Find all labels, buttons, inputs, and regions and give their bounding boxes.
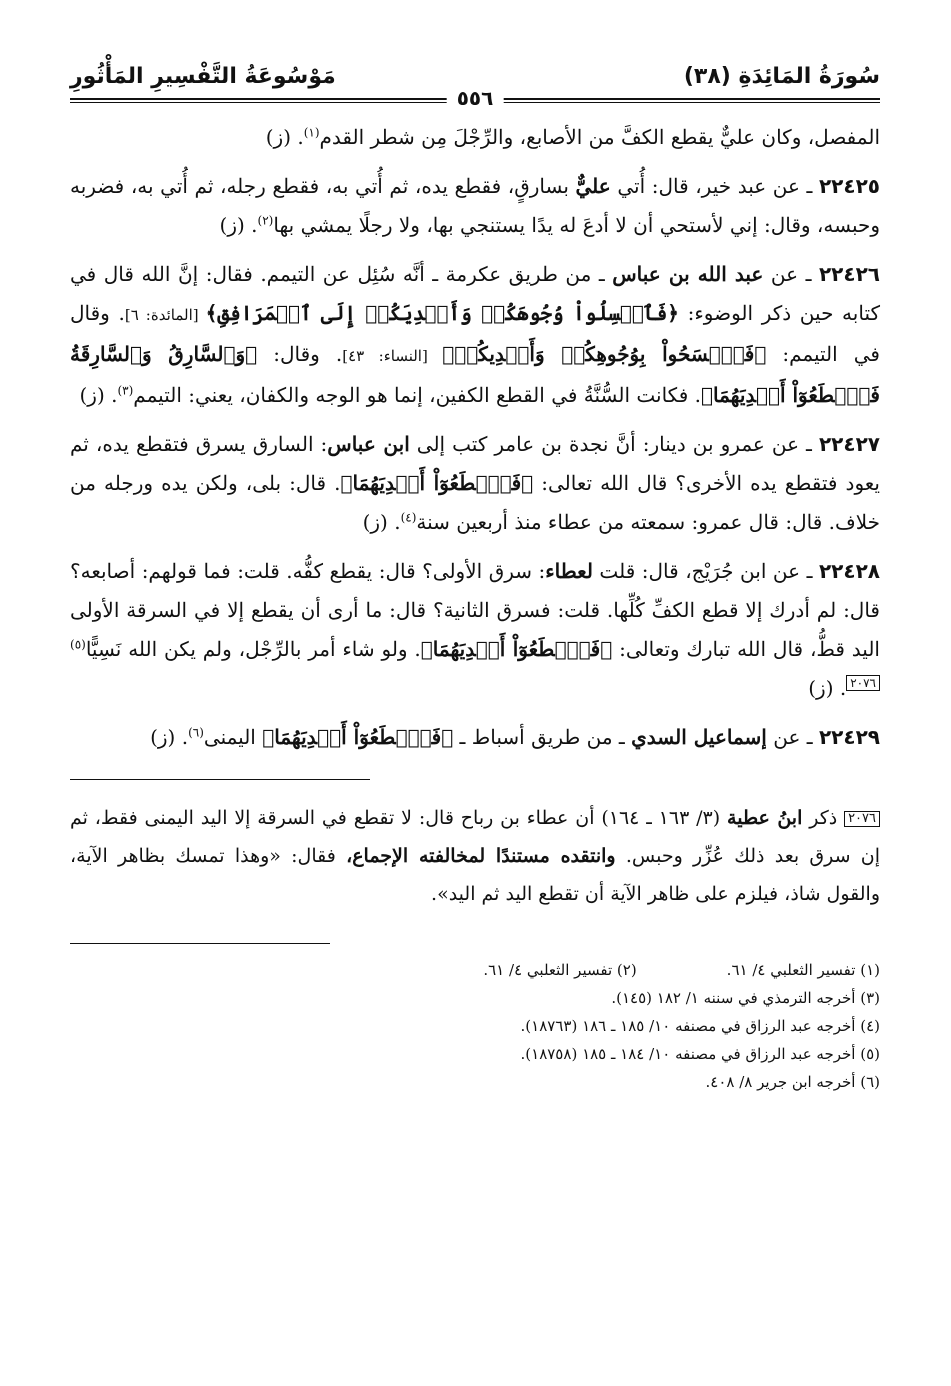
entry-22427: [70, 425, 880, 542]
entry-text: ـ من طريق عكرمة ـ أنَّه سُئِل عن التيمم. فقال: إنَّ الله قال في كتابه حين ذكر الوضوء:: [70, 262, 880, 325]
footnote-separator: [70, 943, 330, 944]
entry-22426: [70, 255, 880, 415]
entry-text: ـ عن عبد خير، قال: أُتي: [610, 174, 819, 198]
page-header: [70, 60, 880, 118]
entry-text: . قال: بلى، ولكن يده ورجله من خلاف. قال: قال عمرو: سمعته من عطاء منذ أربعين سنة: [70, 471, 880, 534]
entry-text: ـ عن ابن جُرَيْج، قال: قلت: [592, 559, 819, 583]
note-text: (٣/ ١٦٣ ـ ١٦٤) أن عطاء بن رباح قال: لا تقطع في السرقة إلا اليد اليمنى فقط، ثم إن سرق بعد ذلك عُزِّر وحبس.: [70, 807, 880, 867]
quran-quote: ﴿فَٱقۡطَعُوٓاْ أَيۡدِيَهُمَا﴾: [420, 637, 613, 661]
book-page: [70, 60, 880, 1096]
note-text: فقال: «وهذا تمسك بظاهر الآية، والقول شاذ، فيلزم على ظاهر الآية أن تقطع اليد ثم اليد».: [70, 845, 880, 905]
narrator-name: إسماعيل السدي: [631, 725, 767, 749]
entry-text: . فكانت السُّنَّةُ في القطع الكفين، إنما هو الوجه والكفان، يعني: التيمم: [133, 383, 702, 407]
entry-text: ـ عن: [766, 725, 819, 749]
quran-quote: ﴿فَٱمۡسَحُواْ بِوُجُوهِكُمۡ وَأَيۡدِيكُمۡ﴾: [442, 342, 767, 366]
footnote-6: (٦) أخرجه ابن جرير ٨/ ٤٠٨.: [705, 1073, 880, 1091]
note-text: ذكر: [802, 807, 845, 829]
footnote-4: (٤) أخرجه عبد الرزاق في مصنفه ١٠/ ١٨٥ ـ ١٨٦ (١٨٧٦٣).: [520, 1017, 880, 1035]
footnote-marker[interactable]: (٤): [400, 510, 417, 525]
note-bold-text: وانتقده مستندًا لمخالفته الإجماع،: [346, 845, 616, 867]
main-text: [70, 118, 880, 757]
narrator-name: لعطاء: [545, 559, 593, 583]
page-number: ٥٥٦: [447, 86, 504, 110]
narrator-name: عليٌّ: [575, 174, 611, 198]
book-title: مَوْسُوعَةُ التَّفْسِيرِ المَأْثُورِ: [70, 64, 336, 89]
narrator-name: عبد الله بن عباس: [612, 262, 764, 286]
quran-quote: ﴿فَٱقۡطَعُوٓاْ أَيۡدِيَهُمَا﴾: [340, 471, 534, 495]
commentary-ref-box[interactable]: ٢٠٧٦: [846, 675, 880, 691]
entry-22425: [70, 167, 880, 245]
entry-text: المفصل، وكان عليٌّ يقطع الكفَّ من الأصابع، والرِّجْلَ مِن شطر القدم: [319, 125, 880, 149]
entry-22428: [70, 552, 880, 708]
footnote-marker[interactable]: (٥): [70, 637, 86, 652]
footnote-3: (٣) أخرجه الترمذي في سننه ١/ ١٨٢ (١٤٥).: [611, 989, 880, 1007]
entry-number: ٢٢٤٢٥: [818, 174, 880, 198]
entry-text: . ولو شاء أمر بالرِّجْل، ولم يكن الله نَسِيًّا: [85, 637, 421, 661]
commentary-separator: [70, 779, 370, 780]
entry-text: : السارق يسرق فتقطع يده، ثم يعود فتقطع يده الأخرى؟ قال الله تعالى:: [70, 432, 880, 495]
narrator-name: ابن عباس: [327, 432, 410, 456]
footnote-marker[interactable]: (٢): [257, 213, 274, 228]
entry-22429: [70, 718, 880, 757]
entry-number: ٢٢٤٢٧: [818, 432, 880, 456]
commentary-number-box: ٢٠٧٦: [844, 811, 880, 827]
source-tag: . (ز): [150, 725, 189, 749]
footnotes: [70, 956, 880, 1096]
footnote-marker[interactable]: (٦): [188, 725, 204, 740]
verse-reference: [المائدة: ٦]: [124, 306, 206, 324]
footnote-marker[interactable]: (١): [303, 125, 320, 140]
source-tag: . (ز): [79, 383, 118, 407]
footnote-1: (١) تفسير الثعلبي ٤/ ٦١.: [726, 961, 880, 979]
surah-title: سُورَةُ المَائِدَةِ (٣٨): [683, 64, 880, 89]
verse-reference: [النساء: ٤٣]: [342, 347, 443, 365]
footnote-5: (٥) أخرجه عبد الرزاق في مصنفه ١٠/ ١٨٤ ـ ١٨٥ (١٨٧٥٨).: [520, 1045, 880, 1063]
entry-text: بسارقٍ، فقطع يده، ثم أُتي به، فقطع رجله، ثم أُتي به، فضربه وحبسه، وقال: إني لأستحي أن لا أدعَ له يدًا يستنجي بها، ولا رجلًا يمشي بها: [70, 174, 880, 237]
entry-number: ٢٢٤٢٦: [818, 262, 880, 286]
source-tag: . (ز): [265, 125, 304, 149]
footnote-row: [70, 956, 880, 984]
entry-text: ـ عن: [763, 262, 819, 286]
entry-text: . وقال في التيمم:: [70, 301, 880, 366]
entry-text: اليمنى: [203, 725, 263, 749]
entry-number: ٢٢٤٢٩: [818, 725, 880, 749]
quran-quote: ﴿فَٱقۡطَعُوٓاْ أَيۡدِيَهُمَا﴾: [262, 725, 454, 749]
entry-continuation: [70, 118, 880, 157]
scholar-name: ابنُ عطية: [727, 807, 803, 829]
entry-text: : سرق الأولى؟ قال: يقطع كفُّه. قلت: فما قولهم: أصابعه؟ قال: لم أدرك إلا قطع الكفِّ كُلِّها. قلت: فسرق الثانية؟ قال: ما أرى أن يقطع إلا في السرقة الأولى اليد قطُّ، قال الله تبارك وتعالى:: [70, 559, 880, 661]
source-tag: . (ز): [362, 510, 401, 534]
quran-quote: ﴿فَٱغۡسِلُواْ وُجُوهَكُمۡ وَأَيۡدِيَكُمۡ إِلَى ٱلۡمَرَافِقِ﴾: [205, 301, 680, 325]
entry-text: ـ عن عمرو بن دينار: أنَّ نجدة بن عامر كتب إلى: [409, 432, 819, 456]
footnote-marker[interactable]: (٣): [117, 383, 134, 398]
source-tag: . (ز): [219, 213, 258, 237]
entry-text: . وقال:: [257, 342, 343, 366]
quran-quote: ﴿وَٱلسَّارِقُ وَٱلسَّارِقَةُ فَٱقۡطَعُوٓاْ أَيۡدِيَهُمَا﴾: [70, 342, 880, 407]
commentary-note: [70, 799, 880, 913]
entry-text: ـ من طريق أسباط ـ: [453, 725, 632, 749]
footnote-2: (٢) تفسير الثعلبي ٤/ ٦١.: [483, 961, 637, 979]
source-tag: . (ز): [808, 676, 847, 700]
entry-number: ٢٢٤٢٨: [818, 559, 880, 583]
